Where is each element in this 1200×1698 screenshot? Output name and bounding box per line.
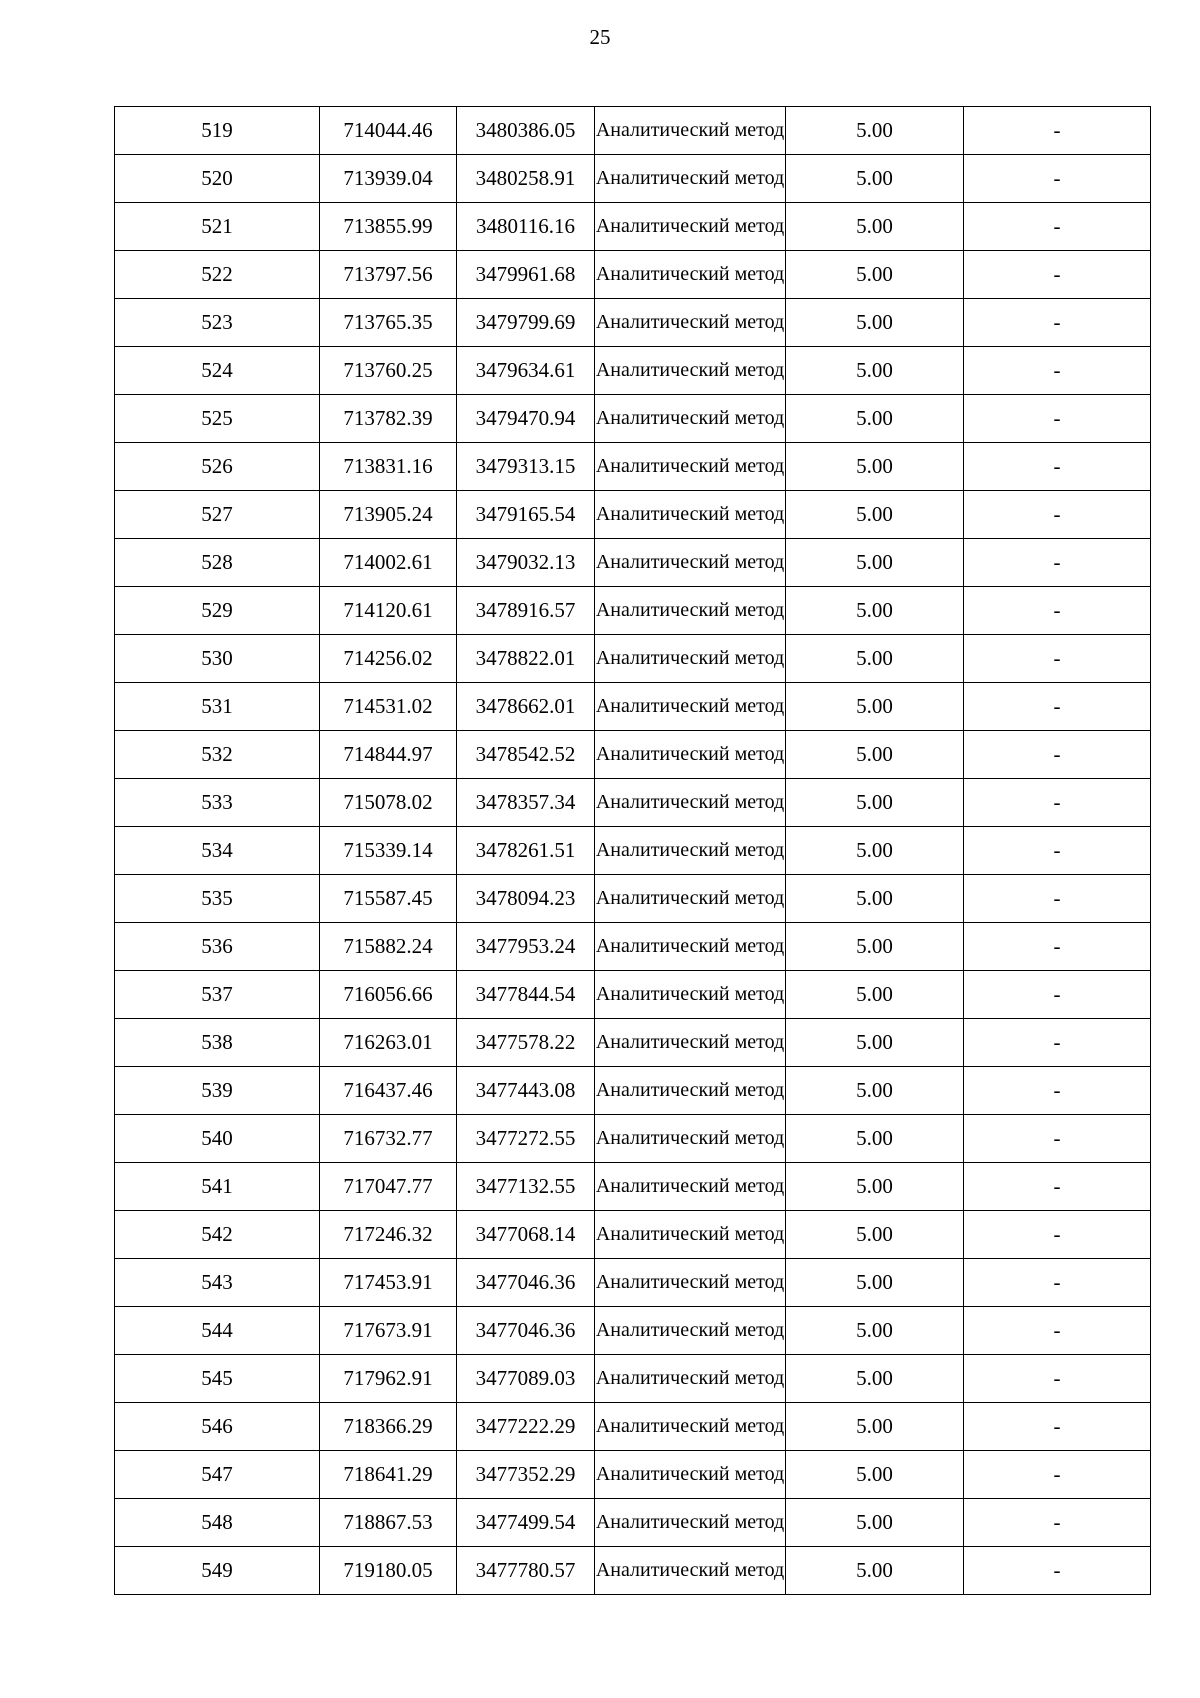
accuracy-cell: 5.00: [786, 1451, 964, 1499]
method-cell: Аналитический метод: [595, 1067, 786, 1115]
point-number-cell: 546: [115, 1403, 320, 1451]
point-number-cell: 520: [115, 155, 320, 203]
note-cell: -: [964, 635, 1151, 683]
y-coordinate-cell: 3480386.05: [457, 107, 595, 155]
table-row: [115, 587, 1151, 635]
note-cell: -: [964, 875, 1151, 923]
accuracy-cell: 5.00: [786, 443, 964, 491]
y-coordinate-cell: 3477780.57: [457, 1547, 595, 1595]
method-cell: Аналитический метод: [595, 1547, 786, 1595]
method-cell: Аналитический метод: [595, 539, 786, 587]
method-cell: Аналитический метод: [595, 443, 786, 491]
point-number-cell: 527: [115, 491, 320, 539]
x-coordinate-cell: 719180.05: [320, 1547, 457, 1595]
x-coordinate-cell: 716263.01: [320, 1019, 457, 1067]
note-cell: -: [964, 299, 1151, 347]
table-row: [115, 1211, 1151, 1259]
note-cell: -: [964, 539, 1151, 587]
point-number-cell: 543: [115, 1259, 320, 1307]
point-number-cell: 544: [115, 1307, 320, 1355]
table-row: [115, 107, 1151, 155]
note-cell: -: [964, 443, 1151, 491]
y-coordinate-cell: 3477089.03: [457, 1355, 595, 1403]
table-row: [115, 923, 1151, 971]
accuracy-cell: 5.00: [786, 731, 964, 779]
table-row: [115, 683, 1151, 731]
y-coordinate-cell: 3477068.14: [457, 1211, 595, 1259]
accuracy-cell: 5.00: [786, 923, 964, 971]
x-coordinate-cell: 717246.32: [320, 1211, 457, 1259]
table-row: [115, 347, 1151, 395]
method-cell: Аналитический метод: [595, 251, 786, 299]
x-coordinate-cell: 718641.29: [320, 1451, 457, 1499]
accuracy-cell: 5.00: [786, 155, 964, 203]
accuracy-cell: 5.00: [786, 827, 964, 875]
accuracy-cell: 5.00: [786, 491, 964, 539]
x-coordinate-cell: 713760.25: [320, 347, 457, 395]
y-coordinate-cell: 3478357.34: [457, 779, 595, 827]
note-cell: -: [964, 1451, 1151, 1499]
table-row: [115, 1115, 1151, 1163]
y-coordinate-cell: 3479032.13: [457, 539, 595, 587]
y-coordinate-cell: 3479634.61: [457, 347, 595, 395]
accuracy-cell: 5.00: [786, 1259, 964, 1307]
method-cell: Аналитический метод: [595, 1259, 786, 1307]
point-number-cell: 524: [115, 347, 320, 395]
y-coordinate-cell: 3480116.16: [457, 203, 595, 251]
point-number-cell: 526: [115, 443, 320, 491]
table-row: [115, 203, 1151, 251]
method-cell: Аналитический метод: [595, 827, 786, 875]
x-coordinate-cell: 717453.91: [320, 1259, 457, 1307]
y-coordinate-cell: 3477953.24: [457, 923, 595, 971]
x-coordinate-cell: 714531.02: [320, 683, 457, 731]
accuracy-cell: 5.00: [786, 395, 964, 443]
accuracy-cell: 5.00: [786, 1307, 964, 1355]
y-coordinate-cell: 3478094.23: [457, 875, 595, 923]
note-cell: -: [964, 155, 1151, 203]
method-cell: Аналитический метод: [595, 1451, 786, 1499]
accuracy-cell: 5.00: [786, 299, 964, 347]
accuracy-cell: 5.00: [786, 779, 964, 827]
x-coordinate-cell: 714002.61: [320, 539, 457, 587]
y-coordinate-cell: 3478662.01: [457, 683, 595, 731]
note-cell: -: [964, 203, 1151, 251]
x-coordinate-cell: 716732.77: [320, 1115, 457, 1163]
y-coordinate-cell: 3477578.22: [457, 1019, 595, 1067]
coordinates-table: [114, 106, 1151, 1595]
point-number-cell: 538: [115, 1019, 320, 1067]
method-cell: Аналитический метод: [595, 731, 786, 779]
point-number-cell: 535: [115, 875, 320, 923]
note-cell: -: [964, 1355, 1151, 1403]
note-cell: -: [964, 971, 1151, 1019]
table-row: [115, 635, 1151, 683]
table-row: [115, 1163, 1151, 1211]
page-number: 25: [589, 25, 611, 49]
table-row: [115, 1259, 1151, 1307]
accuracy-cell: 5.00: [786, 1115, 964, 1163]
point-number-cell: 532: [115, 731, 320, 779]
accuracy-cell: 5.00: [786, 971, 964, 1019]
x-coordinate-cell: 714120.61: [320, 587, 457, 635]
note-cell: -: [964, 683, 1151, 731]
x-coordinate-cell: 715882.24: [320, 923, 457, 971]
note-cell: -: [964, 1019, 1151, 1067]
accuracy-cell: 5.00: [786, 683, 964, 731]
accuracy-cell: 5.00: [786, 1163, 964, 1211]
method-cell: Аналитический метод: [595, 587, 786, 635]
note-cell: -: [964, 1163, 1151, 1211]
note-cell: -: [964, 395, 1151, 443]
table-row: [115, 1355, 1151, 1403]
table-row: [115, 1547, 1151, 1595]
point-number-cell: 521: [115, 203, 320, 251]
y-coordinate-cell: 3479799.69: [457, 299, 595, 347]
note-cell: -: [964, 587, 1151, 635]
accuracy-cell: 5.00: [786, 587, 964, 635]
method-cell: Аналитический метод: [595, 635, 786, 683]
method-cell: Аналитический метод: [595, 299, 786, 347]
x-coordinate-cell: 713831.16: [320, 443, 457, 491]
point-number-cell: 531: [115, 683, 320, 731]
point-number-cell: 539: [115, 1067, 320, 1115]
x-coordinate-cell: 714044.46: [320, 107, 457, 155]
x-coordinate-cell: 714256.02: [320, 635, 457, 683]
x-coordinate-cell: 716056.66: [320, 971, 457, 1019]
note-cell: -: [964, 1115, 1151, 1163]
note-cell: -: [964, 923, 1151, 971]
method-cell: Аналитический метод: [595, 347, 786, 395]
accuracy-cell: 5.00: [786, 347, 964, 395]
method-cell: Аналитический метод: [595, 1115, 786, 1163]
x-coordinate-cell: 717673.91: [320, 1307, 457, 1355]
note-cell: -: [964, 347, 1151, 395]
note-cell: -: [964, 1067, 1151, 1115]
y-coordinate-cell: 3478542.52: [457, 731, 595, 779]
point-number-cell: 523: [115, 299, 320, 347]
method-cell: Аналитический метод: [595, 107, 786, 155]
point-number-cell: 549: [115, 1547, 320, 1595]
point-number-cell: 537: [115, 971, 320, 1019]
point-number-cell: 547: [115, 1451, 320, 1499]
method-cell: Аналитический метод: [595, 491, 786, 539]
y-coordinate-cell: 3478916.57: [457, 587, 595, 635]
accuracy-cell: 5.00: [786, 1547, 964, 1595]
y-coordinate-cell: 3477222.29: [457, 1403, 595, 1451]
accuracy-cell: 5.00: [786, 1019, 964, 1067]
table-row: [115, 155, 1151, 203]
table-row: [115, 731, 1151, 779]
x-coordinate-cell: 715078.02: [320, 779, 457, 827]
point-number-cell: 545: [115, 1355, 320, 1403]
point-number-cell: 534: [115, 827, 320, 875]
y-coordinate-cell: 3478822.01: [457, 635, 595, 683]
note-cell: -: [964, 1259, 1151, 1307]
x-coordinate-cell: 715339.14: [320, 827, 457, 875]
table-row: [115, 875, 1151, 923]
table-row: [115, 1019, 1151, 1067]
point-number-cell: 530: [115, 635, 320, 683]
method-cell: Аналитический метод: [595, 779, 786, 827]
table-row: [115, 539, 1151, 587]
point-number-cell: 529: [115, 587, 320, 635]
method-cell: Аналитический метод: [595, 155, 786, 203]
y-coordinate-cell: 3477272.55: [457, 1115, 595, 1163]
table-row: [115, 779, 1151, 827]
coordinates-table-body: [115, 107, 1151, 1595]
table-row: [115, 491, 1151, 539]
x-coordinate-cell: 713905.24: [320, 491, 457, 539]
table-row: [115, 971, 1151, 1019]
accuracy-cell: 5.00: [786, 1499, 964, 1547]
method-cell: Аналитический метод: [595, 875, 786, 923]
method-cell: Аналитический метод: [595, 203, 786, 251]
accuracy-cell: 5.00: [786, 539, 964, 587]
note-cell: -: [964, 1211, 1151, 1259]
x-coordinate-cell: 713797.56: [320, 251, 457, 299]
y-coordinate-cell: 3477352.29: [457, 1451, 595, 1499]
table-row: [115, 827, 1151, 875]
x-coordinate-cell: 718366.29: [320, 1403, 457, 1451]
table-row: [115, 443, 1151, 491]
accuracy-cell: 5.00: [786, 1355, 964, 1403]
table-row: [115, 1067, 1151, 1115]
y-coordinate-cell: 3477132.55: [457, 1163, 595, 1211]
note-cell: -: [964, 1499, 1151, 1547]
accuracy-cell: 5.00: [786, 251, 964, 299]
x-coordinate-cell: 713765.35: [320, 299, 457, 347]
table-row: [115, 299, 1151, 347]
x-coordinate-cell: 713782.39: [320, 395, 457, 443]
y-coordinate-cell: 3478261.51: [457, 827, 595, 875]
point-number-cell: 533: [115, 779, 320, 827]
accuracy-cell: 5.00: [786, 1211, 964, 1259]
x-coordinate-cell: 716437.46: [320, 1067, 457, 1115]
method-cell: Аналитический метод: [595, 1499, 786, 1547]
point-number-cell: 519: [115, 107, 320, 155]
x-coordinate-cell: 714844.97: [320, 731, 457, 779]
point-number-cell: 541: [115, 1163, 320, 1211]
note-cell: -: [964, 251, 1151, 299]
method-cell: Аналитический метод: [595, 1307, 786, 1355]
y-coordinate-cell: 3477046.36: [457, 1259, 595, 1307]
x-coordinate-cell: 717962.91: [320, 1355, 457, 1403]
y-coordinate-cell: 3479961.68: [457, 251, 595, 299]
accuracy-cell: 5.00: [786, 107, 964, 155]
method-cell: Аналитический метод: [595, 971, 786, 1019]
note-cell: -: [964, 1403, 1151, 1451]
method-cell: Аналитический метод: [595, 395, 786, 443]
method-cell: Аналитический метод: [595, 923, 786, 971]
point-number-cell: 540: [115, 1115, 320, 1163]
note-cell: -: [964, 827, 1151, 875]
x-coordinate-cell: 713855.99: [320, 203, 457, 251]
y-coordinate-cell: 3477046.36: [457, 1307, 595, 1355]
point-number-cell: 548: [115, 1499, 320, 1547]
accuracy-cell: 5.00: [786, 203, 964, 251]
table-row: [115, 395, 1151, 443]
method-cell: Аналитический метод: [595, 1019, 786, 1067]
accuracy-cell: 5.00: [786, 1067, 964, 1115]
point-number-cell: 522: [115, 251, 320, 299]
x-coordinate-cell: 715587.45: [320, 875, 457, 923]
y-coordinate-cell: 3480258.91: [457, 155, 595, 203]
method-cell: Аналитический метод: [595, 1403, 786, 1451]
table-row: [115, 1499, 1151, 1547]
y-coordinate-cell: 3479165.54: [457, 491, 595, 539]
x-coordinate-cell: 718867.53: [320, 1499, 457, 1547]
method-cell: Аналитический метод: [595, 1163, 786, 1211]
note-cell: -: [964, 731, 1151, 779]
point-number-cell: 528: [115, 539, 320, 587]
y-coordinate-cell: 3477499.54: [457, 1499, 595, 1547]
note-cell: -: [964, 1547, 1151, 1595]
note-cell: -: [964, 1307, 1151, 1355]
method-cell: Аналитический метод: [595, 1211, 786, 1259]
point-number-cell: 525: [115, 395, 320, 443]
point-number-cell: 542: [115, 1211, 320, 1259]
table-row: [115, 1403, 1151, 1451]
x-coordinate-cell: 717047.77: [320, 1163, 457, 1211]
point-number-cell: 536: [115, 923, 320, 971]
accuracy-cell: 5.00: [786, 875, 964, 923]
y-coordinate-cell: 3477844.54: [457, 971, 595, 1019]
y-coordinate-cell: 3479313.15: [457, 443, 595, 491]
y-coordinate-cell: 3477443.08: [457, 1067, 595, 1115]
y-coordinate-cell: 3479470.94: [457, 395, 595, 443]
x-coordinate-cell: 713939.04: [320, 155, 457, 203]
table-row: [115, 1451, 1151, 1499]
accuracy-cell: 5.00: [786, 635, 964, 683]
accuracy-cell: 5.00: [786, 1403, 964, 1451]
method-cell: Аналитический метод: [595, 683, 786, 731]
note-cell: -: [964, 779, 1151, 827]
table-row: [115, 1307, 1151, 1355]
note-cell: -: [964, 107, 1151, 155]
method-cell: Аналитический метод: [595, 1355, 786, 1403]
table-row: [115, 251, 1151, 299]
note-cell: -: [964, 491, 1151, 539]
